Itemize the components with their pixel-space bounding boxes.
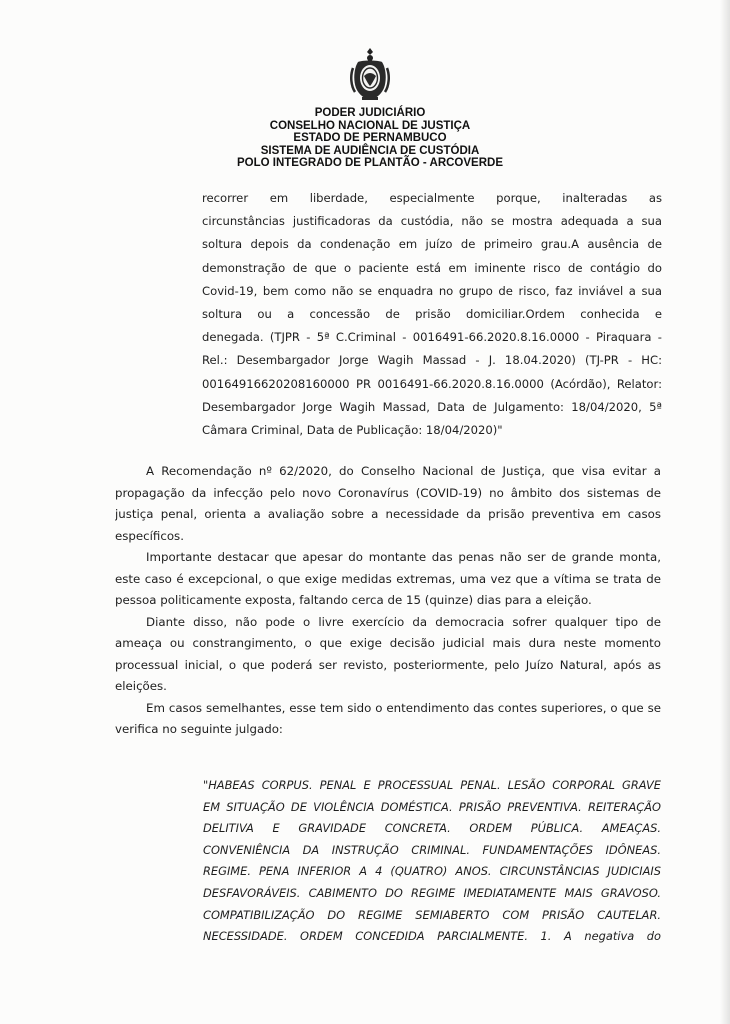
coat-of-arms-icon <box>350 46 390 102</box>
header-line: SISTEMA DE AUDIÊNCIA DE CUSTÓDIA <box>260 144 480 157</box>
paragraph-diante-line: Diante disso, não pode o livre exercício da democracia sofrer qualquer tipo de <box>146 614 661 629</box>
paragraph-diante-line: eleições. <box>115 679 167 693</box>
paragraph-recomendacao-line: A Recomendação nº 62/2020, do Conselho Nacional de Justiça, que visa evitar a <box>146 464 661 478</box>
paragraph-casos-line: verifica no seguinte julgado: <box>115 722 283 736</box>
text-line: soltura depois da condenação em juízo de primeiro grau.A ausência de <box>202 237 662 252</box>
paragraph-importante-line: este caso é excepcional, o que exige medidas extremas, uma vez que a vítima se trata de <box>115 571 661 586</box>
text-line: DESFAVORÁVEIS. CABIMENTO DO REGIME IMEDIATAMENTE MAIS GRAVOSO. <box>203 885 661 900</box>
text-line: soltura ou a concessão de prisão domiciliar.Ordem conhecida e <box>202 306 662 321</box>
quote-habeas-corpus <box>203 775 661 948</box>
text-line: recorrer em liberdade, especialmente porque, inalteradas as <box>202 191 662 205</box>
header-line: ESTADO DE PERNAMBUCO <box>293 132 447 145</box>
paragraph-diante-line: ameaça ou constrangimento, o que exige decisão judicial mais dura neste momento <box>115 636 661 650</box>
text-line: circunstâncias justificadoras da custódia, não se mostra adequada a sua <box>202 214 662 229</box>
paragraph-recomendacao-line: justiça penal, orienta a avaliação sobre a necessidade da prisão preventiva em casos <box>115 507 661 521</box>
paragraph-importante-line: Importante destacar que apesar do montante das penas não ser de grande monta, <box>146 550 661 564</box>
body-text <box>115 461 661 741</box>
paragraph-diante-line: processual inicial, o que poderá ser revisto, posteriormente, pelo Juízo Natural, após as <box>115 657 661 672</box>
header-line: POLO INTEGRADO DE PLANTÃO - ARCOVERDE <box>237 157 503 170</box>
text-line: COMPATIBILIZAÇÃO DO REGIME SEMIABERTO COM PRISÃO CAUTELAR. <box>203 907 661 922</box>
text-line: demonstração de que o paciente está em iminente risco de contágio do <box>202 260 662 275</box>
text-line: "HABEAS CORPUS. PENAL E PROCESSUAL PENAL. LESÃO CORPORAL GRAVE <box>203 778 661 792</box>
page-edge-shadow <box>720 0 730 1024</box>
paragraph-recomendacao-line: propagação da infecção pelo novo Coronavírus (COVID-19) no âmbito dos sistemas de <box>115 485 661 500</box>
text-line: 00164916620208160000 PR 0016491-66.2020.8.16.0000 (Acórdão), Relator: <box>202 376 662 391</box>
text-line: EM SITUAÇÃO DE VIOLÊNCIA DOMÉSTICA. PRISÃO PREVENTIVA. REITERAÇÃO <box>203 799 661 814</box>
paragraph-casos-line: Em casos semelhantes, esse tem sido o entendimento das contes superiores, o que se <box>146 700 661 715</box>
paragraph-recomendacao-line: específicos. <box>115 528 184 543</box>
header-line: PODER JUDICIÁRIO <box>314 107 426 119</box>
text-line: DELITIVA E GRAVIDADE CONCRETA. ORDEM PÚBLICA. AMEAÇAS. <box>203 821 661 836</box>
header-line: CONSELHO NACIONAL DE JUSTIÇA <box>269 119 471 132</box>
text-line: CONVENIÊNCIA DA INSTRUÇÃO CRIMINAL. FUNDAMENTAÇÕES IDÔNEAS. <box>203 842 661 857</box>
paragraph-importante-line: pessoa politicamente exposta, faltando cerca de 15 (quinze) dias para a eleição. <box>115 593 592 607</box>
text-line: denegada. (TJPR - 5ª C.Criminal - 0016491-66.2020.8.16.0000 - Piraquara - <box>202 330 662 345</box>
text-line: Desembargador Jorge Wagih Massad, Data de Julgamento: 18/04/2020, 5ª <box>202 399 662 414</box>
text-line: NECESSIDADE. ORDEM CONCEDIDA PARCIALMENTE. 1. A negativa do <box>203 929 661 944</box>
text-line: Covid-19, bem como não se enquadra no grupo de risco, faz inviável a sua <box>202 283 662 298</box>
document-header <box>180 107 560 170</box>
text-line: Câmara Criminal, Data de Publicação: 18/04/2020)" <box>202 422 503 437</box>
text-line: REGIME. PENA INFERIOR A 4 (QUATRO) ANOS. CIRCUNSTÂNCIAS JUDICIAIS <box>203 864 661 879</box>
quote-continuation <box>202 187 662 442</box>
text-line: Rel.: Desembargador Jorge Wagih Massad - J. 18.04.2020) (TJ-PR - HC: <box>202 353 662 368</box>
